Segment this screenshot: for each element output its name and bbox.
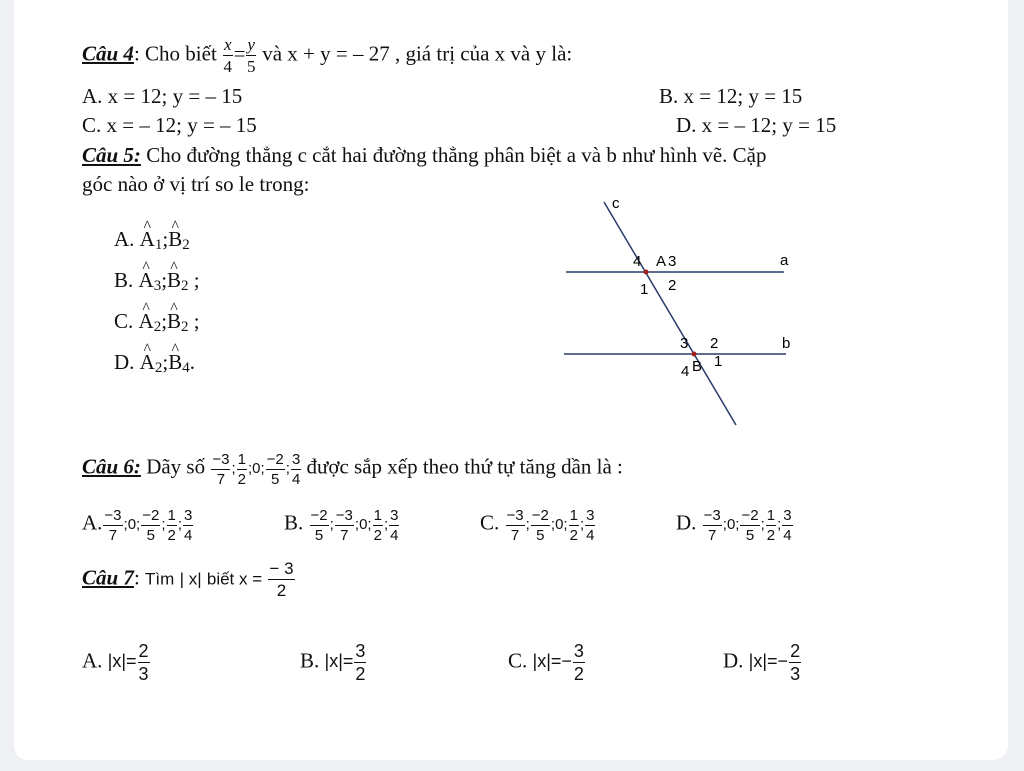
q7-option-c[interactable]: C. |x|=− $\frac{3}{2}$ bbox=[508, 641, 584, 684]
q5-stem-line2: góc nào ở vị trí so le trong: bbox=[82, 172, 310, 196]
q6-text-b: được sắp xếp theo thứ tự tăng dần là : bbox=[306, 454, 623, 479]
q5-label: Câu 5: bbox=[82, 143, 141, 167]
q4-stem bbox=[82, 36, 572, 75]
point-A bbox=[644, 270, 649, 275]
label-c: c bbox=[612, 195, 620, 212]
q4-text-a: Cho biết bbox=[145, 41, 217, 66]
q7-label: Câu 7 bbox=[82, 565, 134, 590]
point-B bbox=[692, 352, 697, 357]
worksheet-page bbox=[14, 0, 1008, 760]
q7-abs-x: | x| bbox=[179, 569, 202, 589]
q6-label: Câu 6: bbox=[82, 454, 141, 479]
q5-option-c[interactable]: C. ^ A2;^ B2 ; bbox=[114, 309, 200, 336]
q7-option-b[interactable]: B. |x|= $\frac{3}{2}$ bbox=[300, 641, 366, 684]
q6-option-b[interactable]: B. $\frac{-2}{5}$ ; $\frac{-3}{7}$ ;0; $\frac{1}{2}$ ; $\frac{3}{4}$ bbox=[284, 507, 399, 544]
q6-option-c[interactable]: C. $\frac{-3}{7}$ ; $\frac{-2}{5}$ ;0; $\frac{1}{2}$ ; $\frac{3}{4}$ bbox=[480, 507, 595, 544]
q7-text-b: biết x = bbox=[206, 569, 263, 589]
q4-option-a[interactable]: A. x = 12; y = – 15 bbox=[82, 84, 243, 108]
q4-fraction-y: $\frac{y}{5}$ bbox=[246, 35, 256, 76]
q6-sequence: $\frac{-3}{7}$ ; $\frac{1}{2}$ ;0; $\frac{-2}{5}$ ; $\frac{3}{4}$ bbox=[212, 451, 301, 488]
angle-A2: 2 bbox=[668, 277, 677, 294]
label-A: A bbox=[656, 253, 667, 270]
q4-option-b[interactable]: B. x = 12; y = 15 bbox=[659, 84, 803, 108]
label-b: b bbox=[782, 335, 791, 352]
q6-option-d[interactable]: D. $\frac{-3}{7}$ ;0; $\frac{-2}{5}$ ; $\frac{1}{2}$ ; $\frac{3}{4}$ bbox=[676, 507, 792, 544]
q4-label: Câu 4 bbox=[82, 41, 134, 66]
q6-stem bbox=[82, 452, 623, 487]
q4-option-d[interactable]: D. x = – 12; y = 15 bbox=[676, 113, 837, 137]
angle-B1: 1 bbox=[714, 353, 723, 370]
q7-stem: Câu 7: Tìm | x| biết x = $\frac{- 3}{2}$ bbox=[82, 559, 294, 600]
q5-option-d[interactable]: D. ^ A2;^ B4. bbox=[114, 350, 195, 377]
q4-equals: = bbox=[233, 41, 246, 66]
angle-A4: 4 bbox=[633, 253, 642, 270]
angle-A1: 1 bbox=[640, 281, 649, 298]
line-c bbox=[604, 202, 736, 425]
angle-B2: 2 bbox=[710, 335, 719, 352]
angle-B3: 3 bbox=[680, 335, 689, 352]
angle-A3: 3 bbox=[668, 253, 677, 270]
label-a: a bbox=[780, 252, 789, 269]
q7-fraction: $\frac{- 3}{2}$ bbox=[269, 559, 294, 600]
q7-option-d[interactable]: D. |x|=− $\frac{2}{3}$ bbox=[723, 641, 801, 684]
q6-option-a[interactable]: A. $\frac{-3}{7}$ ;0; $\frac{-2}{5}$ ; $\frac{1}{2}$ ; $\frac{3}{4}$ bbox=[82, 507, 193, 544]
q4-fraction-x: $\frac{x}{4}$ bbox=[223, 35, 233, 76]
angle-B4: 4 bbox=[681, 363, 690, 380]
q7-option-a[interactable]: A. |x|= $\frac{2}{3}$ bbox=[82, 641, 149, 684]
q4-colon: : bbox=[133, 41, 140, 66]
parallel-lines-diagram bbox=[544, 190, 824, 435]
q5-text-line1: Cho đường thẳng c cắt hai đường thẳng phân biệt a và b như hình vẽ. Cặp bbox=[146, 143, 767, 167]
label-B: B bbox=[692, 358, 703, 375]
q5-stem-line1 bbox=[82, 143, 767, 167]
q6-text-a: Dãy số bbox=[146, 454, 206, 479]
q4-option-c[interactable]: C. x = – 12; y = – 15 bbox=[82, 113, 257, 137]
q4-text-b: và x + y = – 27 , giá trị của x và y là: bbox=[262, 41, 573, 66]
q5-option-b[interactable]: B. ^ A3;^ B2 ; bbox=[114, 268, 200, 295]
q5-option-a[interactable]: A. ^ A1;^ B2 bbox=[114, 227, 190, 254]
q7-text-a: Tìm bbox=[145, 569, 175, 589]
